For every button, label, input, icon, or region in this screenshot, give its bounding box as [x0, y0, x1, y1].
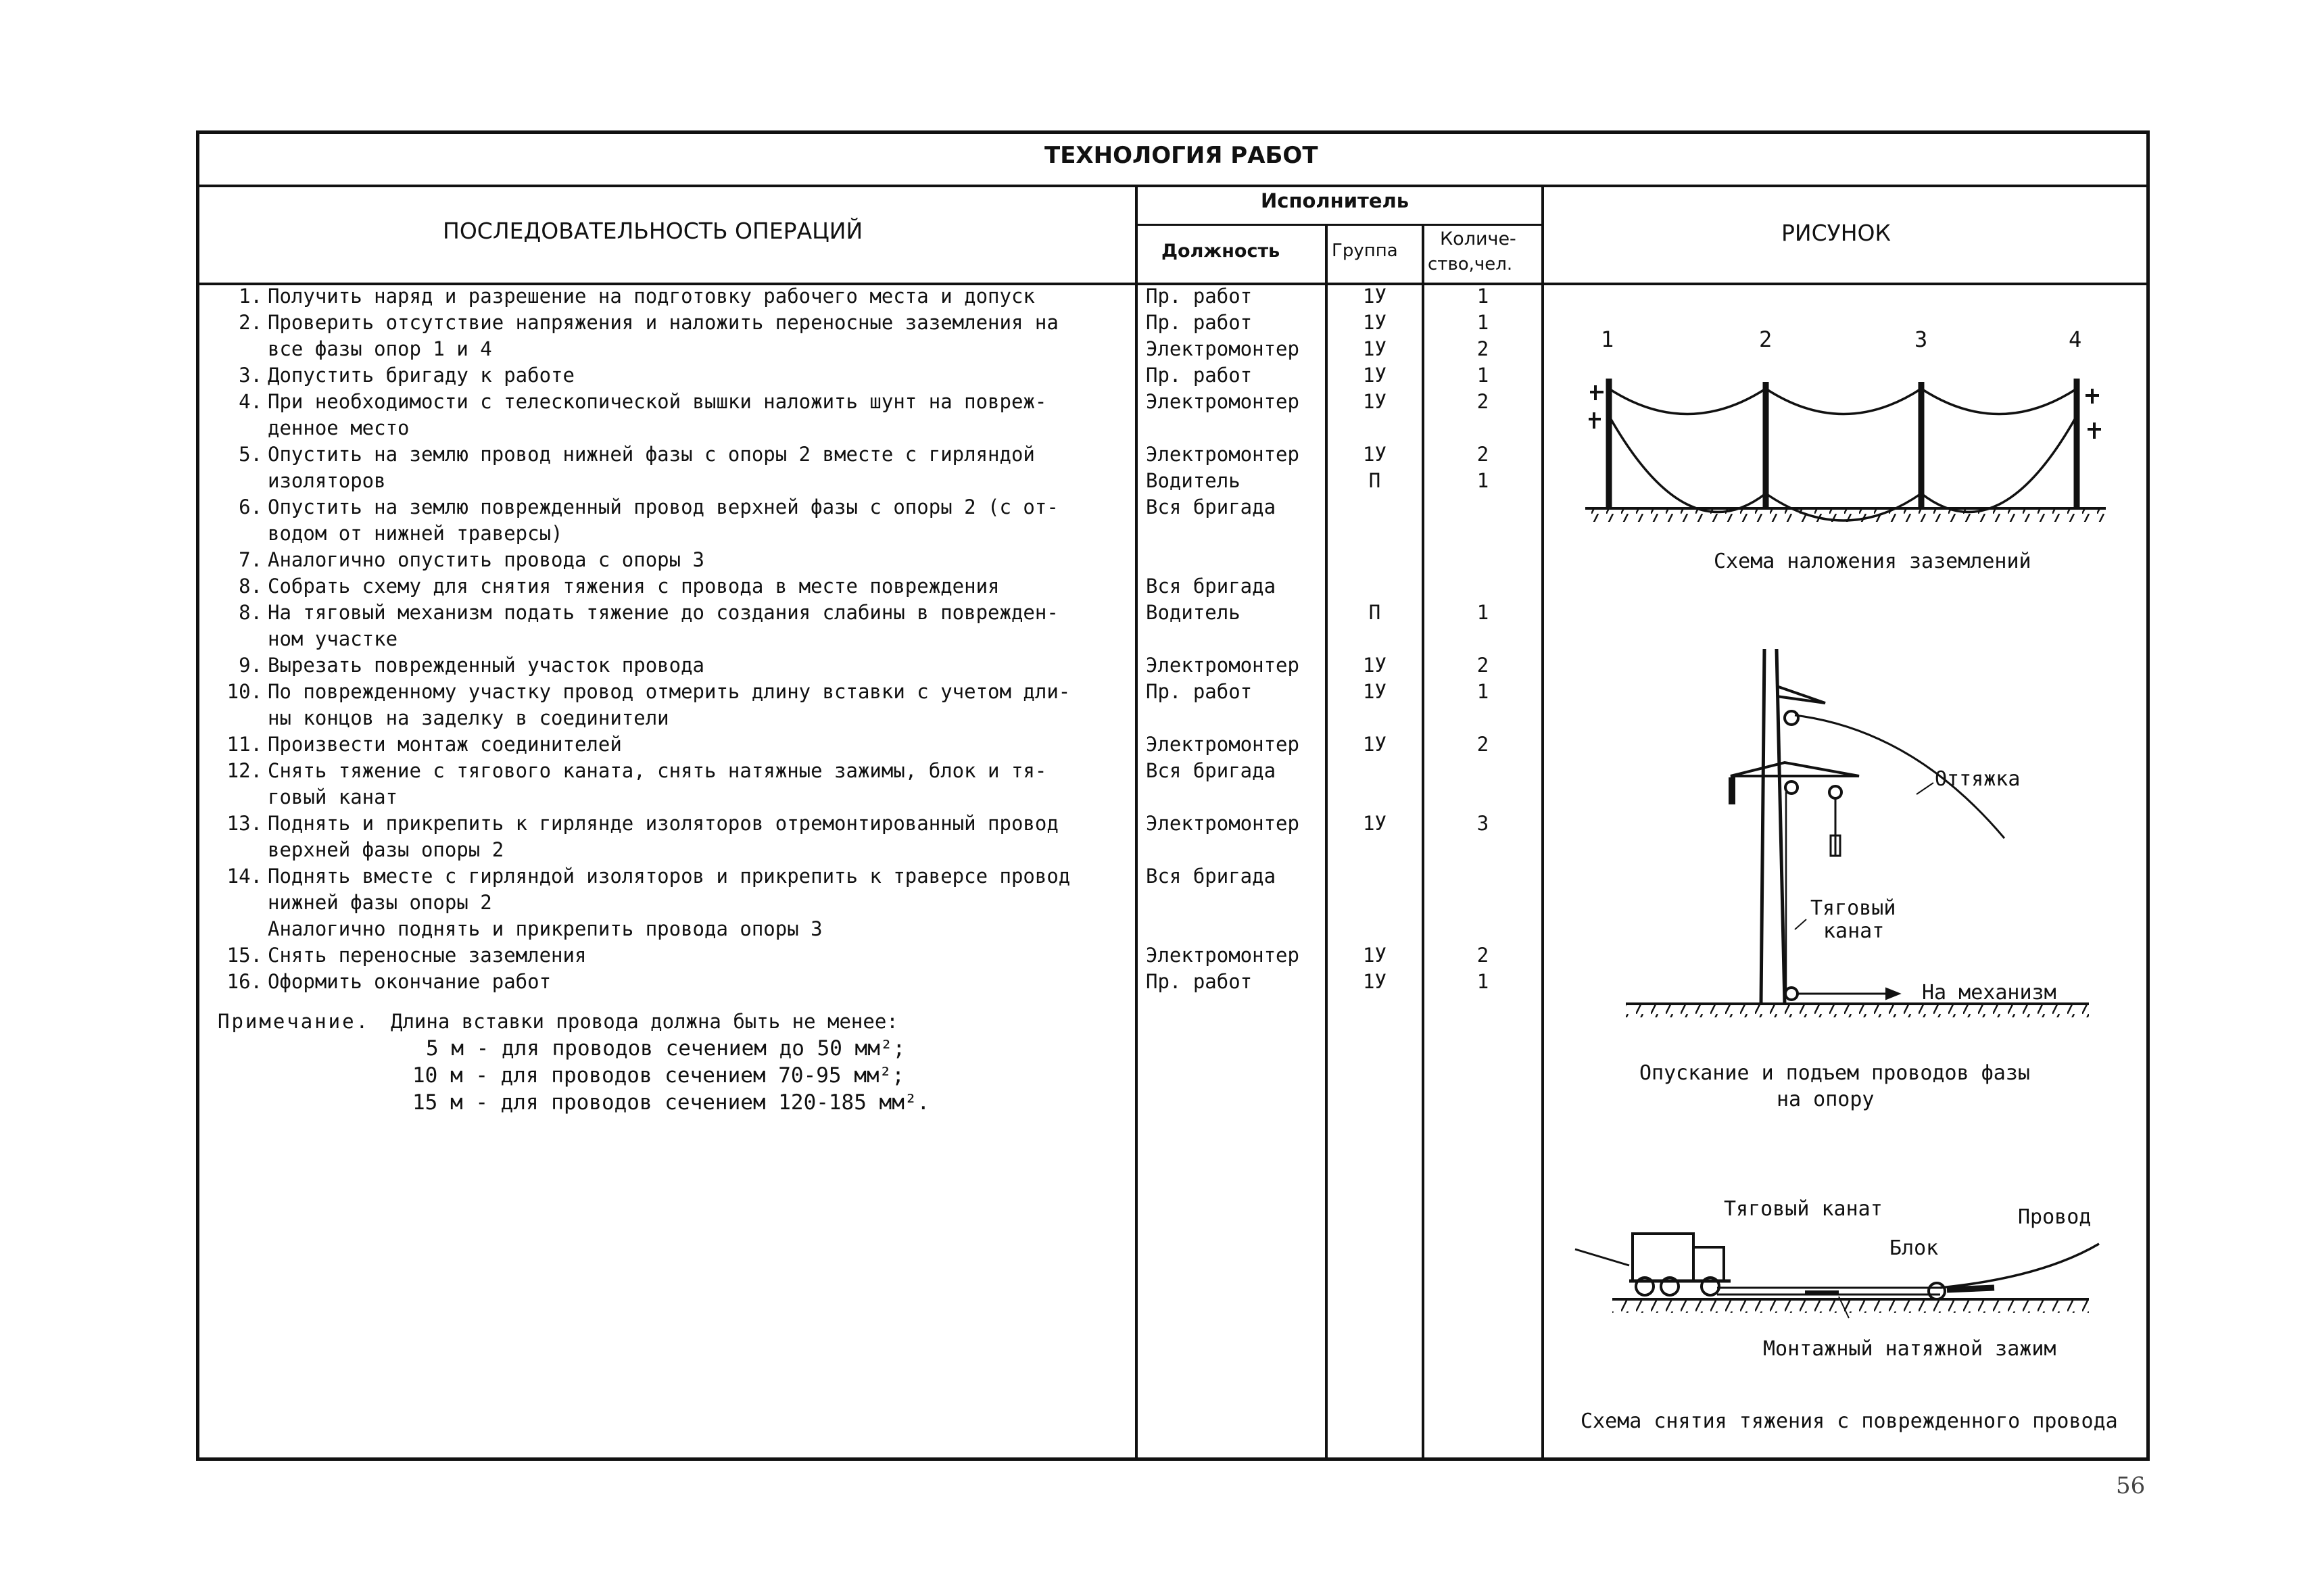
wire-label: Провод [2018, 1205, 2092, 1229]
pulley-block [1785, 781, 1798, 794]
op-text: Оформить окончание работ [268, 970, 552, 993]
op-num: 8. [239, 601, 262, 624]
executor-group: 1У [1363, 337, 1387, 360]
executor-position: Пр. работ [1146, 285, 1253, 308]
executor-position: Электромонтер [1146, 812, 1299, 835]
op-num: 8. [239, 575, 262, 598]
rope-leader [1795, 919, 1806, 929]
note-label: Примечание. [218, 1010, 370, 1033]
executor-position: Вся бригада [1146, 575, 1276, 598]
executor-group: 1У [1363, 364, 1387, 387]
guy-leader [1917, 783, 1933, 794]
pulley-block [1785, 711, 1798, 725]
op-text: Собрать схему для снятия тяжения с провода в месте повреждения [268, 575, 1000, 598]
op-num: 12. [226, 759, 262, 782]
guy-label: Оттяжка [1935, 767, 2021, 791]
op-text: Получить наряд и разрешение на подготовку рабочего места и допуск [268, 285, 1035, 308]
executor-qty: 1 [1476, 285, 1489, 308]
arrow-head [1886, 988, 1900, 999]
executor-qty: 1 [1476, 601, 1489, 624]
executor-qty: 1 [1476, 970, 1489, 993]
ground-hatch [1612, 1299, 2089, 1313]
to-mechanism-label: На механизм [1922, 981, 2056, 1005]
doc-title: ТЕХНОЛОГИЯ РАБОТ [1044, 142, 1318, 169]
op-num: 14. [226, 865, 262, 888]
executor-qty: 1 [1476, 364, 1489, 387]
executor-position: Вся бригада [1146, 495, 1276, 518]
op-text: ны концов на заделку в соединители [268, 706, 669, 729]
op-num: 13. [226, 812, 262, 835]
tension-clamp [1947, 1288, 1994, 1290]
executor-group: 1У [1363, 812, 1387, 835]
quantity-header-1: Количе- [1440, 228, 1516, 249]
pole-label: 1 [1601, 327, 1614, 352]
executor-position: Пр. работ [1146, 364, 1253, 387]
executor-group: 1У [1363, 311, 1387, 334]
wire [1940, 1244, 2099, 1288]
pulley-block [1785, 988, 1798, 1000]
figure-header: РИСУНОК [1781, 220, 1891, 246]
op-num: 5. [239, 443, 262, 466]
pulley-block [1829, 786, 1841, 798]
op-num: 7. [239, 548, 262, 571]
block [1929, 1283, 1945, 1299]
figure-caption: на опору [1777, 1088, 1875, 1111]
op-text: Снять тяжение с тягового каната, снять натяжные зажимы, блок и тя- [268, 759, 1047, 782]
op-text: Снять переносные заземления [268, 944, 587, 967]
op-text: По поврежденному участку провод отмерить длину вставки с учетом дли- [268, 680, 1071, 703]
executor-qty: 2 [1476, 337, 1489, 360]
executor-qty: 1 [1476, 469, 1489, 492]
rope-label: Тяговый канат [1724, 1197, 1883, 1221]
truck-body [1633, 1234, 1693, 1281]
op-text: все фазы опор 1 и 4 [268, 337, 492, 360]
op-text: На тяговый механизм подать тяжение до создания слабины в поврежден- [268, 601, 1059, 624]
executor-group: 1У [1363, 443, 1387, 466]
op-num: 1. [239, 285, 262, 308]
executor-group: П [1368, 601, 1381, 624]
rope-label: канат [1823, 919, 1885, 943]
op-num: 3. [239, 364, 262, 387]
op-text: Допустить бригаду к работе [268, 364, 575, 387]
op-text: говый канат [268, 785, 398, 808]
executor-qty: 1 [1476, 311, 1489, 334]
op-text: Вырезать поврежденный участок провода [268, 654, 705, 677]
executor-position: Электромонтер [1146, 944, 1299, 967]
grounding-clamp [2086, 389, 2101, 439]
executor-position: Пр. работ [1146, 311, 1253, 334]
executor-group: П [1368, 469, 1381, 492]
op-num: 10. [226, 680, 262, 703]
upper-wire [1609, 389, 2077, 414]
executor-position: Электромонтер [1146, 654, 1299, 677]
executor-position: Электромонтер [1146, 443, 1299, 466]
pole-label: 4 [2069, 327, 2082, 352]
clamp-label: Монтажный натяжной зажим [1763, 1337, 2056, 1361]
op-num: 16. [226, 970, 262, 993]
op-text: ном участке [268, 627, 398, 650]
executor-qty: 2 [1476, 390, 1489, 413]
executor-position: Электромонтер [1146, 337, 1299, 360]
op-text: Поднять вместе с гирляндой изоляторов и прикрепить к траверсе провод [268, 865, 1071, 888]
executor-qty: 2 [1476, 944, 1489, 967]
executor-group: 1У [1363, 733, 1387, 756]
op-num: 11. [226, 733, 262, 756]
lowering-scheme-figure [1626, 649, 2089, 1017]
executor-header: Исполнитель [1261, 189, 1409, 212]
op-text: Аналогично поднять и прикрепить провода опоры 3 [268, 917, 823, 940]
group-header: Группа [1332, 241, 1398, 261]
pole-label: 2 [1759, 327, 1773, 352]
op-text: Опустить на землю поврежденный провод верхней фазы с опоры 2 (с от- [268, 495, 1059, 518]
executor-group: 1У [1363, 654, 1387, 677]
wire [1575, 1249, 1629, 1265]
op-text: Опустить на землю провод нижней фазы с опоры 2 вместе с гирляндой [268, 443, 1035, 466]
truck-cab [1693, 1247, 1724, 1281]
executor-group: 1У [1363, 390, 1387, 413]
executor-position: Водитель [1146, 469, 1240, 492]
ground-hatch [1626, 1004, 2089, 1017]
op-text: Проверить отсутствие напряжения и наложить переносные заземления на [268, 311, 1059, 334]
op-text: денное место [268, 416, 410, 439]
grounding-clamp [1589, 385, 1604, 429]
pole-label: 3 [1914, 327, 1928, 352]
executor-position: Вся бригада [1146, 865, 1276, 888]
op-text: нижней фазы опоры 2 [268, 891, 492, 914]
tower [1761, 649, 1785, 1004]
figure-caption: Схема наложения заземлений [1714, 550, 2031, 573]
executor-position: Пр. работ [1146, 970, 1253, 993]
figure-caption: Схема снятия тяжения с поврежденного провода [1581, 1409, 2118, 1433]
lower-crossarm [1731, 763, 1859, 776]
op-num: 15. [226, 944, 262, 967]
executor-group: 1У [1363, 944, 1387, 967]
op-num: 9. [239, 654, 262, 677]
executor-qty: 2 [1476, 443, 1489, 466]
lower-wire [1609, 416, 2077, 521]
upper-crossarm [1777, 686, 1825, 703]
op-num: 2. [239, 311, 262, 334]
note-line: 5 м - для проводов сечением до 50 мм²; [426, 1036, 906, 1061]
sequence-header: ПОСЛЕДОВАТЕЛЬНОСТЬ ОПЕРАЦИЙ [443, 218, 863, 244]
rope-label: Тяговый [1810, 896, 1896, 920]
grounding-scheme-figure [1585, 379, 2106, 522]
executor-group: 1У [1363, 285, 1387, 308]
note-line: 10 м - для проводов сечением 70-95 мм²; [412, 1063, 905, 1088]
op-num: 4. [239, 390, 262, 413]
executor-qty: 1 [1476, 680, 1489, 703]
figure-caption: Опускание и подъем проводов фазы [1639, 1061, 2030, 1085]
quantity-header-2: ство,чел. [1428, 254, 1513, 274]
position-header: Должность [1161, 241, 1280, 262]
op-text: изоляторов [268, 469, 386, 492]
note-text: Длина вставки провода должна быть не менее: [391, 1010, 898, 1033]
executor-qty: 2 [1476, 733, 1489, 756]
op-num: 6. [239, 495, 262, 518]
executor-group: 1У [1363, 970, 1387, 993]
executor-position: Электромонтер [1146, 733, 1299, 756]
executor-qty: 2 [1476, 654, 1489, 677]
op-text: Произвести монтаж соединителей [268, 733, 622, 756]
tension-scheme-figure [1575, 1234, 2099, 1318]
executor-qty: 3 [1476, 812, 1489, 835]
page-number: 56 [2116, 1472, 2146, 1499]
note-line: 15 м - для проводов сечением 120-185 мм². [412, 1090, 930, 1115]
op-text: Аналогично опустить провода с опоры 3 [268, 548, 705, 571]
op-text: верхней фазы опоры 2 [268, 838, 504, 861]
executor-group: 1У [1363, 680, 1387, 703]
op-text: При необходимости с телескопической вышки наложить шунт на повреж- [268, 390, 1047, 413]
op-text: водом от нижней траверсы) [268, 522, 563, 545]
executor-position: Пр. работ [1146, 680, 1253, 703]
executor-position: Водитель [1146, 601, 1240, 624]
executor-position: Электромонтер [1146, 390, 1299, 413]
executor-position: Вся бригада [1146, 759, 1276, 782]
op-text: Поднять и прикрепить к гирлянде изоляторов отремонтированный провод [268, 812, 1059, 835]
block-label: Блок [1889, 1236, 1939, 1260]
